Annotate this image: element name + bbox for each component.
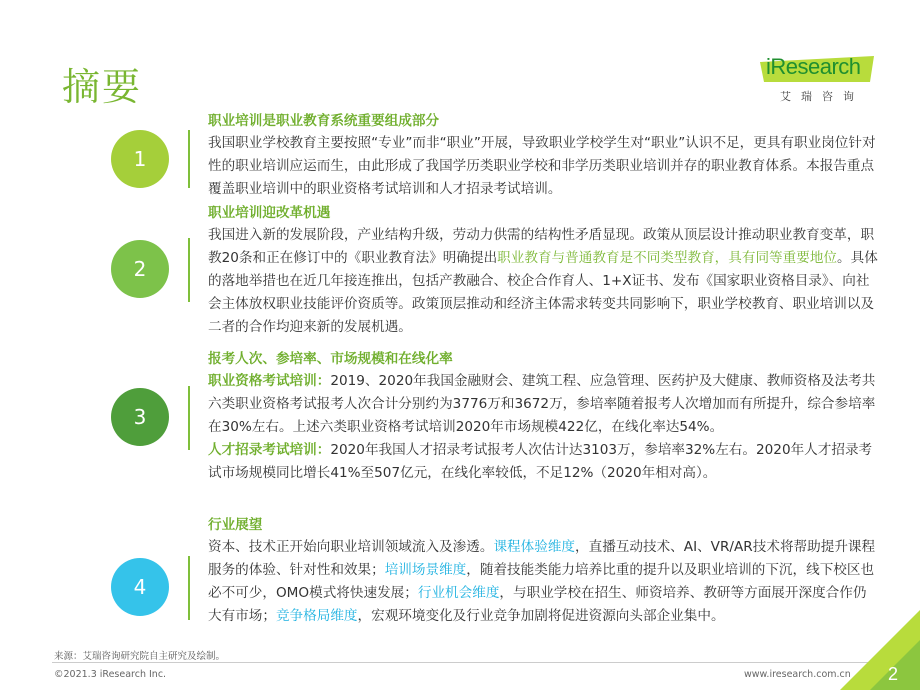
logo-subtitle: 艾瑞咨询	[780, 90, 864, 103]
subheading: 人才招录考试培训：	[208, 442, 331, 458]
section-number-circle: 3	[111, 388, 169, 446]
section-body	[208, 439, 878, 485]
body-text: 。具体的落地举措也在近几年接连推出，包括产教融合、校企合作育人、1+X证书、发布《国家职业资格目录》、向社会主体放权职业技能评价资质等。政策顶层推动和经济主体需求转变共同影响下，职业学校教育、职业培训以及二者的合作均迎来新的发展机遇。	[208, 250, 878, 335]
highlight-text: 行业机会维度	[417, 585, 500, 601]
body-text: ，与职业学校在招生、师资培养、教研等方面展开深度合作仍大有市场；	[208, 585, 867, 624]
section-number-circle: 2	[111, 240, 169, 298]
section-body	[208, 536, 878, 628]
section-heading: 行业展望	[208, 517, 263, 533]
section-content	[208, 110, 878, 201]
body-text: ，宏观环境变化及行业竞争加剧将促进资源向头部企业集中。	[357, 608, 725, 624]
corner-decoration	[840, 610, 920, 690]
section-heading: 职业培训迎改革机遇	[208, 205, 331, 221]
highlight-text: 职业教育与普通教育是不同类型教育，具有同等重要地位	[497, 250, 838, 266]
highlight-text: 竞争格局维度	[275, 608, 358, 624]
logo-text: iResearch	[766, 54, 861, 79]
source-note: 来源：艾瑞咨询研究院自主研究及绘制。	[54, 651, 226, 662]
section-body	[208, 370, 878, 439]
highlight-text: 课程体验维度	[493, 539, 576, 555]
body-text: 2019、2020年我国金融财会、建筑工程、应急管理、医药护及大健康、教师资格及法考共六类职业资格考试报考人次合计分别约为3776万和3672万，参培率随着报考人次增加而有所提升，综合参培率在30%左右。上述六类职业资格考试培训2020年市场规模422亿，在线化率达54%。	[208, 373, 876, 435]
copyright-text: ©2021.3 iResearch Inc.	[54, 669, 167, 680]
page-title: 摘要	[62, 65, 143, 109]
section-heading: 职业培训是职业教育系统重要组成部分	[208, 113, 440, 129]
body-text: 我国进入新的发展阶段，产业结构升级，劳动力供需的结构性矛盾显现。政策从顶层设计推动职业教育变革，职教20条和正在修订中的《职业教育法》明确提出	[208, 227, 875, 266]
section-heading: 报考人次、参培率、市场规模和在线化率	[208, 351, 453, 367]
body-text: 2020年我国人才招录考试报考人次估计达3103万，参培率32%左右。2020年人才招录考试市场规模同比增长41%至507亿元，在线化率较低，不足12%（2020年相对高）。	[208, 442, 873, 481]
footer-divider	[52, 662, 868, 663]
section-divider	[188, 238, 190, 302]
highlight-text: 培训场景维度	[384, 562, 467, 578]
section-number-circle: 4	[111, 558, 169, 616]
section-content	[208, 514, 878, 628]
section-content	[208, 348, 878, 485]
section-number-circle: 1	[111, 130, 169, 188]
iresearch-logo	[760, 48, 874, 106]
section-body	[208, 224, 878, 339]
body-text: ，随着技能类能力培养比重的提升以及职业培训的下沉，线下校区也必不可少，OMO模式将快速发展；	[208, 562, 875, 601]
body-text: 资本、技术正开始向职业培训领域流入及渗透。	[208, 539, 494, 555]
section-divider	[188, 386, 190, 450]
section-content	[208, 202, 878, 339]
website-link[interactable]: www.iresearch.com.cn	[744, 669, 851, 680]
body-text: ，直播互动技术、AI、VR/AR技术将帮助提升课程服务的体验、针对性和效果；	[208, 539, 876, 578]
section-divider	[188, 556, 190, 620]
page-number: 2	[888, 664, 899, 684]
subheading: 职业资格考试培训：	[208, 373, 331, 389]
section-divider	[188, 130, 190, 188]
section-body: 我国职业学校教育主要按照“专业”而非“职业”开展，导致职业学校学生对“职业”认识不足，更具有职业岗位针对性的职业培训应运而生，由此形成了我国学历类职业学校和非学历类职业培训并存的职业教育体系。本报告重点覆盖职业培训中的职业资格考试培训和人才招录考试培训。	[208, 135, 876, 197]
